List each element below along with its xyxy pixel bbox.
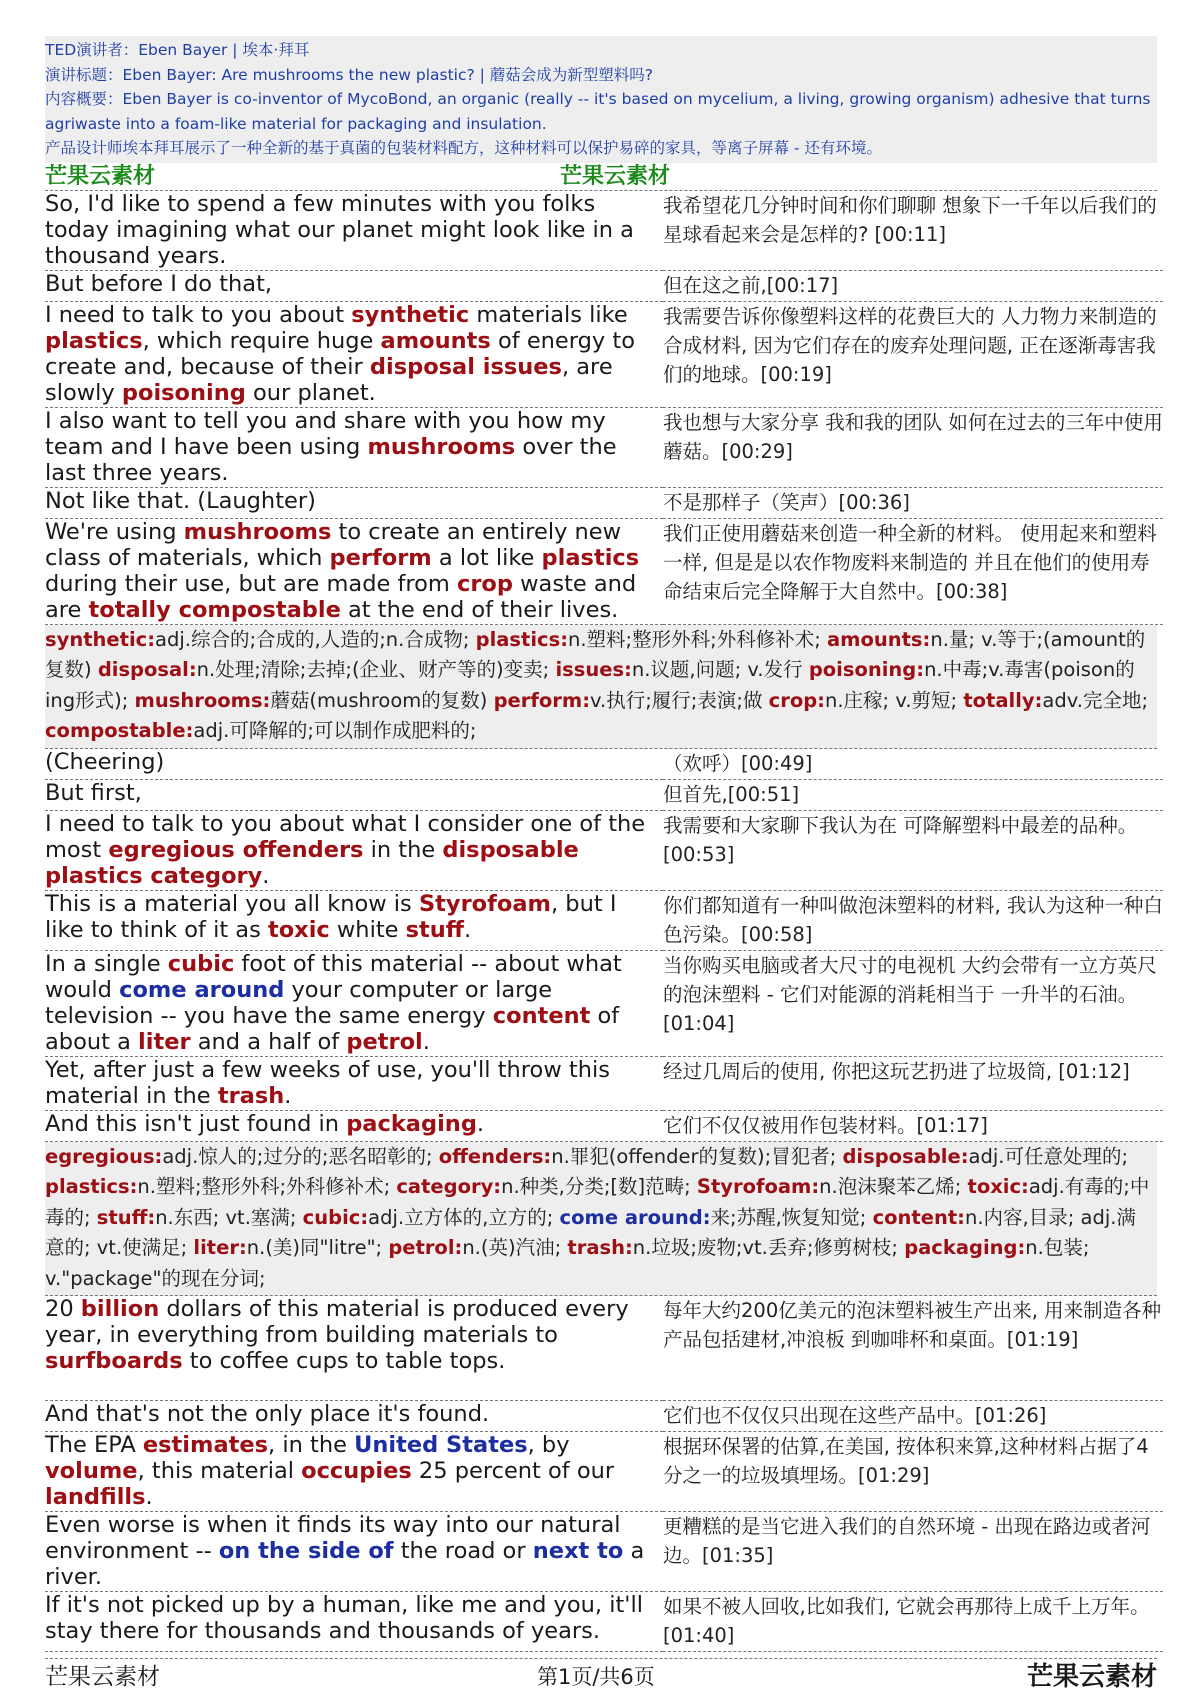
brand-left: 芒果云素材 [45, 163, 156, 189]
vocab-term: disposal issues [369, 353, 562, 380]
chinese-line: 但首先,[00:51] [663, 779, 1163, 810]
text-segment: adj.有毒的;中毒的; [45, 1175, 1150, 1229]
text-segment: of about a [45, 1002, 620, 1055]
vocab-term: disposal: [97, 658, 197, 681]
phrase-term: come around [119, 976, 285, 1003]
text-segment: , but I like to think of it as [45, 890, 617, 943]
text-segment: and a half of [190, 1028, 347, 1055]
vocab-term: landfills [45, 1483, 146, 1510]
text-segment: in the [363, 836, 443, 863]
text-segment: adj.惊人的;过分的;恶名昭彰的; [162, 1144, 439, 1168]
vocab-term: liter [138, 1028, 191, 1055]
vocab-term: petrol: [388, 1236, 463, 1259]
subtitle-row [45, 810, 1163, 890]
english-line [45, 779, 663, 810]
text-segment: a river. [45, 1537, 645, 1590]
vocab-term: mushrooms: [134, 688, 271, 712]
footer-brand-right: 芒果云素材 [1026, 1662, 1157, 1692]
text-segment: , which require huge [142, 327, 381, 354]
text-segment: . [145, 1483, 153, 1510]
chinese-line: 根据环保署的估算,在美国, 按体积来算,这种材料占据了4分之一的垃圾填埋场。[01:29] [663, 1431, 1163, 1511]
text-segment: We're using [45, 518, 184, 545]
subtitle-row [45, 779, 1163, 810]
chinese-line: 我需要告诉你像塑料这样的花费巨大的 人力物力来制造的合成材料, 因为它们存在的废弃处理问题, 正在逐渐毒害我们的地球。[00:19] [663, 301, 1163, 407]
text-segment: , in the [268, 1431, 355, 1458]
vocab-term: liter: [193, 1236, 247, 1259]
vocab-term: plastics: [45, 1175, 138, 1198]
subtitle-row [45, 890, 1163, 950]
english-line [45, 810, 663, 890]
vocab-term: amounts: [826, 627, 931, 651]
text-segment: white [329, 916, 406, 943]
text-segment: foot of this material -- about what would [45, 950, 622, 1003]
chinese-line: 更糟糕的是当它进入我们的自然环境 - 出现在路边或者河边。[01:35] [663, 1511, 1163, 1591]
text-segment: . [262, 862, 270, 889]
text-segment: I also want to tell you and share with you how my team and I have been using [45, 407, 606, 460]
subtitle-row [45, 518, 1163, 624]
vocab-term: packaging: [904, 1236, 1026, 1259]
english-line [45, 191, 663, 271]
chinese-line: 但在这之前,[00:17] [663, 270, 1163, 301]
text-segment: adj.可任意处理的; [968, 1144, 1129, 1168]
text-segment: n.包装; v."package"的现在分词; [45, 1236, 1090, 1290]
chinese-line: 你们都知道有一种叫做泡沫塑料的材料, 我认为这种一种白色污染。[00:58] [663, 890, 1163, 950]
vocab-term: Styrofoam [418, 890, 551, 917]
vocab-term: surfboards [45, 1348, 183, 1374]
english-line [45, 749, 663, 780]
english-line [45, 1296, 663, 1400]
text-segment: , this material [137, 1457, 302, 1484]
text-segment: during their use, but are made from [45, 570, 457, 597]
text-segment: n.泡沫聚苯乙烯; [819, 1175, 968, 1198]
text-segment: And this isn't just found in [45, 1110, 347, 1137]
english-line [45, 407, 663, 487]
text-segment: Yet, after just a few weeks of use, you'll throw this material in the [45, 1056, 610, 1109]
text-segment: adv.完全地; [1042, 688, 1149, 712]
subtitle-row [45, 487, 1163, 518]
text-segment: n.量; v.等于;(amount的复数) [45, 627, 1146, 681]
text-segment: n.种类,分类;[数]范畴; [501, 1175, 697, 1198]
text-segment: n.塑料;整形外科;外科修补术; [137, 1175, 397, 1198]
vocab-term: perform: [493, 688, 591, 712]
chinese-line: 经过几周后的使用, 你把这玩艺扔进了垃圾筒, [01:12] [663, 1056, 1163, 1110]
text-segment: n.(美)同"litre"; [246, 1236, 389, 1259]
text-segment: But first, [45, 779, 142, 806]
text-segment: n.庄稼; v.剪短; [825, 688, 964, 712]
page [45, 36, 1163, 1652]
text-segment: n.塑料;整形外科;外科修补术; [568, 627, 827, 651]
vocab-term: packaging [346, 1110, 477, 1137]
chinese-line: 我也想与大家分享 我和我的团队 如何在过去的三年中使用蘑菇。[00:29] [663, 407, 1163, 487]
subtitle-table-1 [45, 191, 1163, 625]
phrase-term: on the side of [218, 1537, 394, 1564]
subtitle-row [45, 1511, 1163, 1591]
english-line [45, 1400, 663, 1431]
vocab-term: mushrooms [183, 518, 332, 545]
vocab-term: content: [872, 1205, 965, 1229]
speaker-line: TED演讲者：Eben Bayer | 埃本·拜耳 [45, 41, 310, 59]
text-segment: 25 percent of our [411, 1457, 615, 1484]
text-segment: 蘑菇(mushroom的复数) [270, 688, 494, 712]
chinese-line: 如果不被人回收,比如我们, 它就会再那待上成千上万年。[01:40] [663, 1591, 1163, 1651]
text-segment: . [464, 916, 472, 943]
subtitle-row [45, 749, 1163, 780]
chinese-line: 不是那样子（笑声）[00:36] [663, 487, 1163, 518]
subtitle-row [45, 1110, 1163, 1141]
summary-line: 内容概要：Eben Bayer is co-inventor of MycoBond, an organic (really -- it's based on mycelium, a living, growing organism) adhesive that turns agriwaste into a foam-like material for packaging and insulation. [45, 90, 1151, 133]
vocab-term: cubic [167, 950, 235, 977]
text-segment: n.罪犯(offender的复数);冒犯者; [551, 1144, 843, 1168]
english-line [45, 518, 663, 624]
text-segment: a lot like [431, 544, 542, 571]
text-segment: (Cheering) [45, 748, 165, 775]
vocab-term: mushrooms [367, 433, 516, 460]
subtitle-row [45, 1400, 1163, 1431]
english-line [45, 487, 663, 518]
brand-row [45, 163, 1157, 191]
text-segment: Even worse is when it finds its way into our natural environment -- [45, 1511, 621, 1564]
vocab-term: category: [396, 1175, 502, 1198]
vocab-term: trash [217, 1082, 285, 1109]
subtitle-table-2 [45, 749, 1163, 1142]
text-segment: In a single [45, 950, 168, 977]
chinese-line: 它们也不仅仅只出现在这些产品中。[01:26] [663, 1400, 1163, 1431]
subtitle-row [45, 407, 1163, 487]
vocab-term: offenders: [438, 1144, 552, 1168]
phrase-term: come around: [559, 1205, 711, 1229]
text-segment: If it's not picked up by a human, like me and you, it'll stay there for thousands and thousands of years. [45, 1591, 643, 1644]
text-segment: adj.立方体的,立方的; [368, 1205, 560, 1229]
text-segment: I need to talk to you about what I consider one of the most [45, 810, 646, 863]
text-segment: n.垃圾;废物;vt.丢弃;修剪树枝; [632, 1236, 905, 1259]
english-line [45, 890, 663, 950]
text-segment: adj.可降解的;可以制作成肥料的; [193, 719, 477, 742]
vocab-term: crop [457, 570, 513, 597]
text-segment: the road or [393, 1537, 533, 1564]
vocab-term: poisoning: [808, 658, 925, 681]
vocab-term: petrol [346, 1028, 423, 1055]
text-segment: Not like that. (Laughter) [45, 487, 316, 514]
chinese-line: 当你购买电脑或者大尺寸的电视机 大约会带有一立方英尺的泡沫塑料 - 它们对能源的消耗相当于 一升半的石油。[01:04] [663, 950, 1163, 1056]
subtitle-row [45, 1591, 1163, 1651]
subtitle-table-3 [45, 1296, 1163, 1652]
subtitle-row [45, 1296, 1163, 1400]
subtitle-row [45, 1431, 1163, 1511]
vocab-term: poisoning [121, 379, 246, 406]
text-segment: . [476, 1110, 485, 1137]
text-segment: . [284, 1082, 292, 1109]
english-line [45, 1110, 663, 1141]
vocab-term: disposable plastics category [45, 836, 579, 889]
brand-center: 芒果云素材 [560, 163, 671, 189]
text-segment: n.处理;清除;去掉;(企业、财产等的)变卖; [196, 658, 556, 681]
text-segment: . [422, 1028, 430, 1055]
subtitle-row [45, 270, 1163, 301]
vocab-term: stuff [405, 916, 465, 943]
vocab-term: trash: [567, 1236, 633, 1259]
text-segment: dollars of this material is produced every year, in everything from building materials to [45, 1296, 629, 1348]
vocab-term: perform [329, 544, 432, 571]
english-line [45, 1431, 663, 1511]
text-segment: 20 [45, 1296, 81, 1322]
vocab-term: plastics [45, 327, 143, 354]
text-segment: n.中毒;v.毒害(poison的ing形式); [45, 658, 1135, 712]
text-segment: materials like [469, 301, 628, 328]
vocab-term: plastics [541, 544, 640, 571]
vocab-term: Styrofoam: [696, 1175, 820, 1198]
text-segment: waste and are [45, 570, 637, 623]
subtitle-row [45, 301, 1163, 407]
text-segment: The EPA [45, 1431, 143, 1458]
chinese-line: （欢呼）[00:49] [663, 749, 1163, 780]
summary-zh-line: 产品设计师埃本拜耳展示了一种全新的基于真菌的包装材料配方，这种材料可以保护易碎的家具，等离子屏幕 - 还有环境。 [45, 139, 882, 157]
vocab-term: toxic [267, 916, 330, 943]
vocab-term: content [492, 1002, 591, 1029]
text-segment: our planet. [245, 379, 376, 406]
text-segment: your computer or large television -- you have the same energy [45, 976, 553, 1029]
vocab-term: amounts [380, 327, 491, 354]
phrase-term: next to [532, 1537, 624, 1564]
vocab-term: toxic: [967, 1175, 1029, 1198]
english-line [45, 301, 663, 407]
vocab-term: disposable: [842, 1144, 969, 1168]
text-segment: n.议题,问题; v.发行 [631, 658, 809, 681]
english-line [45, 1056, 663, 1110]
text-segment: of energy to create and, because of their [45, 327, 635, 380]
subtitle-row [45, 950, 1163, 1056]
chinese-line: 它们不仅仅被用作包装材料。[01:17] [663, 1110, 1163, 1141]
vocab-term: occupies [301, 1457, 412, 1484]
text-segment: And that's not the only place it's found. [45, 1400, 490, 1427]
chinese-line: 每年大约200亿美元的泡沫塑料被生产出来, 用来制造各种产品包括建材,冲浪板 到咖啡杯和桌面。[01:19] [663, 1296, 1163, 1400]
text-segment: v.执行;履行;表演;做 [590, 688, 769, 712]
chinese-line: 我们正使用蘑菇来创造一种全新的材料。 使用起来和塑料一样, 但是是以农作物废料来制造的 并且在他们的使用寿命结束后完全降解于大自然中。[00:38] [663, 518, 1163, 624]
vocabulary-gloss-1 [45, 625, 1157, 749]
vocab-term: volume [45, 1457, 138, 1484]
text-segment: This is a material you all know is [45, 890, 419, 917]
text-segment: But before I do that, [45, 270, 273, 297]
phrase-term: United States [354, 1431, 528, 1458]
vocab-term: cubic: [302, 1205, 369, 1229]
subtitle-row [45, 191, 1163, 271]
text-segment: n.内容,目录; adj.满意的; vt.使满足; [45, 1205, 1136, 1259]
footer-brand-left: 芒果云素材 [45, 1664, 160, 1690]
vocab-term: compostable: [45, 719, 194, 742]
document-header [45, 36, 1157, 163]
english-line [45, 270, 663, 301]
subtitle-row [45, 1056, 1163, 1110]
text-segment: So, I'd like to spend a few minutes with you folks today imagining what our planet might look like in a thousand years. [45, 190, 634, 269]
vocab-term: synthetic [351, 301, 470, 328]
vocab-term: estimates [142, 1431, 269, 1458]
title-line: 演讲标题：Eben Bayer: Are mushrooms the new plastic? | 蘑菇会成为新型塑料吗? [45, 65, 654, 84]
text-segment: adj.综合的;合成的,人造的;n.合成物; [155, 627, 476, 651]
vocab-term: billion [80, 1296, 160, 1322]
vocab-term: egregious: [45, 1144, 163, 1168]
vocab-term: synthetic: [45, 627, 155, 651]
vocabulary-gloss-2 [45, 1142, 1157, 1297]
text-segment: to create an entirely new class of materials, which [45, 518, 622, 571]
text-segment: I need to talk to you about [45, 301, 352, 328]
text-segment: 来;苏醒,恢复知觉; [710, 1205, 873, 1229]
english-line [45, 1511, 663, 1591]
vocab-term: totally: [963, 688, 1043, 712]
vocab-term: issues: [555, 658, 632, 681]
vocab-term: crop: [768, 688, 825, 712]
vocab-term: egregious offenders [108, 836, 364, 863]
page-number: 第1页/共6页 [537, 1665, 655, 1689]
vocab-term: totally compostable [88, 596, 341, 623]
page-footer [45, 1658, 1157, 1695]
text-segment: , by [527, 1431, 570, 1458]
text-segment: n.(英)汽油; [462, 1236, 568, 1259]
text-segment: over the last three years. [45, 433, 617, 486]
vocab-term: plastics: [475, 627, 568, 651]
chinese-line: 我需要和大家聊下我认为在 可降解塑料中最差的品种。[00:53] [663, 810, 1163, 890]
text-segment: , are slowly [45, 353, 613, 406]
english-line [45, 950, 663, 1056]
english-line [45, 1591, 663, 1651]
text-segment: to coffee cups to table tops. [182, 1348, 506, 1374]
text-segment: at the end of their lives. [340, 596, 619, 623]
text-segment: n.东西; vt.塞满; [155, 1205, 303, 1229]
chinese-line: 我希望花几分钟时间和你们聊聊 想象下一千年以后我们的星球看起来会是怎样的? [00:11] [663, 191, 1163, 271]
vocab-term: stuff: [96, 1205, 156, 1229]
